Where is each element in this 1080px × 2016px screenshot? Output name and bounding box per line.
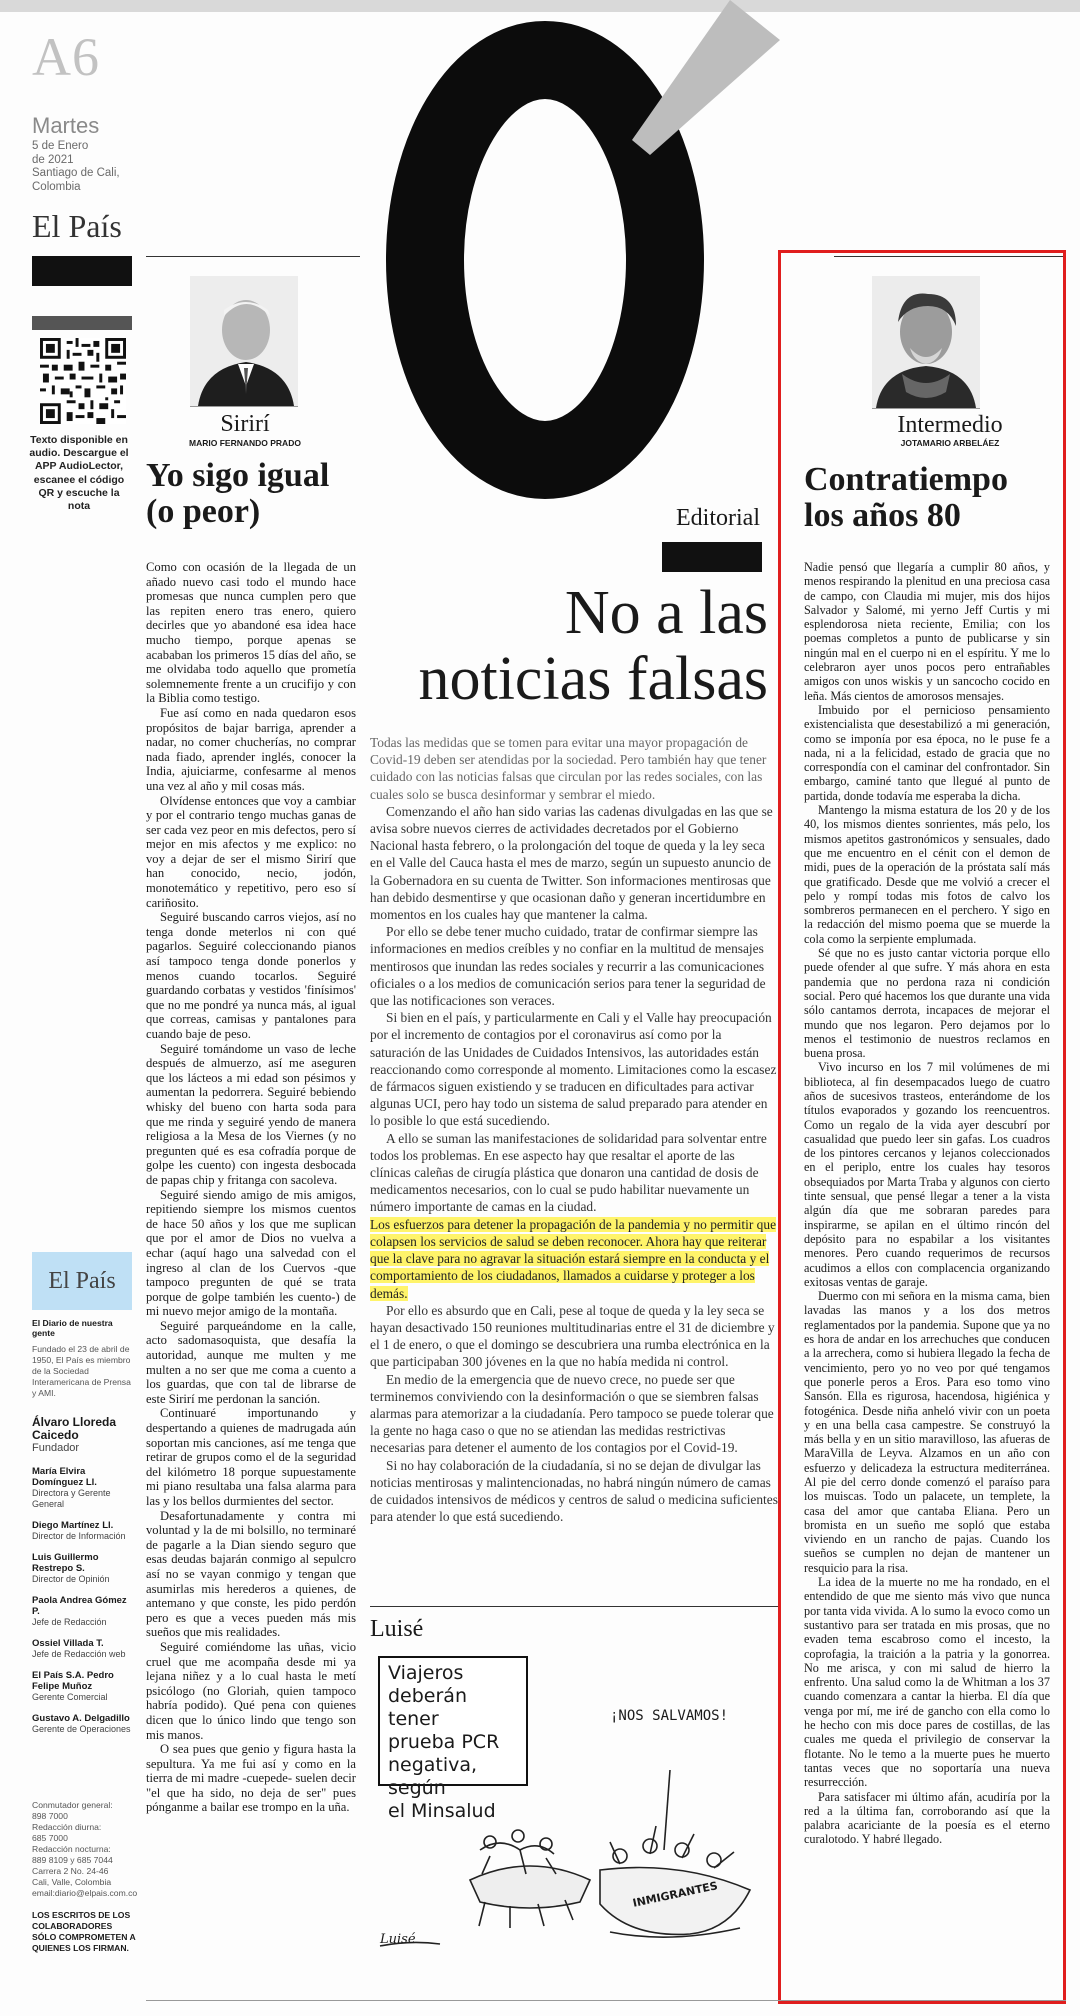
sidebar-founder: Álvaro Lloreda Caicedo Fundador [32,1415,117,1454]
author-portrait-icon [190,276,298,406]
highlighted-text: Los esfuerzos para detener la propagación de la pandemia y no permitir que colapsen los servicios de salud se deben reconocer. Ahora hay que reiterar que la clave para no agravar la situación estará siempre en la conducta y el comportamiento de los ciudadanos, llamados a cuidarse y proteger a los demás. [370,1216,777,1301]
sidebar-staff-list [32,1456,136,1735]
staff-item: María Elvira Domínguez Ll. Directora y Gerente General [32,1466,111,1509]
column-author-prado: MARIO FERNANDO PRADO [189,438,301,448]
date-block: 5 de Enero de 2021 Santiago de Cali, Colombia [32,140,120,193]
cartoon-rule [370,1606,778,1607]
cartoon-speech: ¡NOS SALVAMOS! [610,1708,729,1724]
column-section-sirir: Sirirí [220,411,270,437]
staff-item: El País S.A. Pedro Felipe Muñoz Gerente Comercial [32,1670,114,1702]
cartoon-caption: Viajeros deberán tener prueba PCR negativa, según el Minsalud [378,1656,528,1786]
audio-note: Texto disponible en audio. Descargue el APP AudioLector, escanee el código QR y escuche la nota [29,434,129,513]
sidebar-founded: Fundado el 23 de abril de 1950, El País es miembro de la Sociedad Interamericana de Prensa y AMI. [32,1344,131,1398]
staff-item: Paola Andrea Gómez P. Jefe de Redacción [32,1595,127,1627]
staff-item: Luis Guillermo Restrepo S. Director de Opinión [32,1552,110,1584]
opinion-letter-o-icon [370,0,810,520]
column-title-left: Yo sigo igual (o peor) [146,457,330,530]
sidebar-motto: El Diario de nuestra gente [32,1318,113,1338]
sidebar-contact: Conmutador general: 898 7000 Redacción diurna: 685 7000 Redacción nocturna: 889 8109 y 685 7044 Carrera 2 No. 24-46 Cali, Valle, Colombia email:diario@elpais.com.co [32,1800,138,1898]
staff-item: Diego Martínez Ll. Director de Información [32,1520,126,1541]
rule-left [146,256,360,257]
brand-logo: El País [32,208,122,244]
cartoon [370,1650,778,1960]
editorial-section-label: Editorial [676,505,760,531]
column-section-intermedio: Intermedio [897,412,1003,438]
cartoon-boat-label: INMIGRANTES [631,1879,719,1910]
column-title-right: Contratiempo los años 80 [804,461,1008,534]
cartoon-drawing-icon [370,1650,778,1960]
editorial-title: No a las noticias falsas [418,579,768,713]
staff-item: Gustavo A. Delgadillo Gerente de Operaciones [32,1713,131,1734]
sidebar-disclaimer: LOS ESCRITOS DE LOS COLABORADORES SÓLO COMPROMETEN A QUIENES LOS FIRMAN. [32,1910,136,1953]
cartoon-signature: Luisé [380,1932,416,1947]
selection-box[interactable] [778,250,1066,2004]
bottom-rule [146,2000,1066,2001]
page-number: A6 [32,27,100,87]
editorial-redacted-bar [662,542,762,572]
column-author-arbelaez: JOTAMARIO ARBELÁEZ [900,438,1000,448]
column-body-right: Nadie pensó que llegaría a cumplir 80 años, y menos respirando la plenitud en una preciosa casa de campo, con Claudia mi mujer, mis dos hijos Salvador y Salomé, mi yerno Jeff Curtis y mi esplendorosa nieta reciente, Emilia; con los poemas completos a punto de publicarse y sin ningún mal en el cuerpo ni en el espíritu. Y me lo celebraron ayer unos pocos pero entrañables amigos con unos wiskis y un sancocho cocido en leña. Más cientos de amorosos mensajes. Imbuido por el pernicioso pensamiento existencialista que desestabilizó a mi generación, como se imponía por esa época, no le puse fe a nada, ni a la felicidad, estado de gracia que no correspondía con el caminar del confrontador. Sin embargo, caminé tanto que llegué al punto de partida, donde todavía me esperaba la dicha. Mantengo la misma estatura de los 20 y de los 40, los mismos dientes sonrientes, más pelo, los mismos apetitos gastronómicos y sensuales, dado que me encuentro en el cénit con el demon de midi, pues de la operación de la próstata salí más que gratificado. Desde que me volvió a crecer el pelo y rompí todas mis fotos de calvo los sombreros permanecen en el perchero. Y sigo en la redacción del mismo poema que se muerde la cola como la serpiente emplumada. Sé que no es justo cantar victoria porque ello puede ofender al que sufre. Y más ahora en esta pandemia que no perdona raza ni condición social. Pero qué hacemos los que durante una vida sólo cantamos derrota, incapaces de mejorar el mundo que nos legaron. Pero dejamos por lo menos el testimonio de nuestros reclamos en buena prosa. Vivo incurso en los 7 mil volúmenes de mi biblioteca, al fin desempacados luego de cuatro años de sucesivos trasteos, enterándome de los títulos evaporados y gozando los reencuentros. Como un regalo de la vida ayer descubrí por casualidad que puedo leer sin gafas. Los cuadros de los pintores cercanos y lejanos coleccionados en el periplo, entre los cuales hay tesoros obsequiados por Marta Traba y algunos con cierto tinte sensual, que pensé llegar a tener a la vista algún día que me sobraran paredes para inspirarme, se apilan en el último rincón del depósito para no espabilar a los visitantes menores. Pero cuando requerimos de recursos acudimos a ellos con complacencia organizando exitosas ventas de garaje. Duermo con mi señora en la misma cama, bien lavadas las manos y a los dos metros reglamentados por la pandemia. Supone que ya no es hora de andar en los arrechuches que conducen a la arrechera, como si hubiera llegado la fecha de vencimiento, pero yo no veo por qué tengamos que ponerle peros a Eros. Para eso tomo vino Sansón. Ella es rigurosa, hacendosa, higiénica y fotogénica. Desde niña anheló vivir con un poeta y en una bella casa campestre. Se construyó la más bella y en un sitio maravilloso, las afueras de MaraVilla de Leyva. Alzamos en un año con esfuerzo y delicadeza la estructura mediterránea. Al pie del cerro donde comenzó el paraíso para los muiscas. Todo un palacete, un templete, la casa del amor que cantaba Eliana. Pero un bromista en un sueño me sopló que estaba viviendo en un rancho de pajas. Cuando los sueños se cumplen no dejan de mantener un resquicio para la risa. La idea de la muerte no me ha rondado, en el entendido de que me siento más vivo que nunca por tanta vida vivida. A lo sumo la evoco como un sustantivo para ser tratada en mis prosas, que no evaden tema escabroso como el incesto, la coprofagia, la traición a la patria y la gonorrea. No me arisca, y con mi salud de hierro la enfrento. Una salud como la de Whitman a los 37 cuando comenzara a cantar la hierba. El día que venga por mí, me iré de gancho con ella como lo he hecho con mis doce pares de costillas, de las cuales me queda el privilegio de conservar la flotante. No le temo a la muerte pues he muerto tantas veces que no soportaría una nueva resurrección. Para satisfacer mi último afán, acudiría por la red a la última fan, corroborando así que la palabra acariciante de la poesía es el eterno curalotodo. Y habré llegado. [804,560,1050,1847]
weekday: Martes [32,113,100,138]
author-photo-prado [190,276,298,407]
staff-item: Ossiel Villada T. Jefe de Redacción web [32,1638,126,1659]
qr-code-icon [40,338,126,424]
editorial-body: Todas las medidas que se tomen para evitar una mayor propagación de Covid-19 deben ser atendidas por la sociedad. Pero también hay que tener cuidado con las noticias falsas que circulan por las redes sociales, con las cuales solo se busca desinformar y sembrar el miedo. Comenzando el año han sido varias las cadenas divulgadas en las que se avisa sobre nuevos cierres de actividades decretados por el Gobierno Nacional hasta febrero, o la prolongación del toque de queda y la ley seca en el Valle del Cauca hasta el mes de marzo, según un supuesto anuncio de la Gobernadora en su cuenta de Twitter. Son informaciones mentirosas que han debido desmentirse y que ocasionan daño y generan incertidumbre en momentos en los cuales hay que mantener la calma. Por ello se debe tener mucho cuidado, tratar de confirmar siempre las informaciones en medios creíbles y no confiar en la multitud de mensajes mentirosos que inundan las redes sociales y recurrir a las comunicaciones oficiales o a los medios de comunicación serios para tener la seguridad de que las notificaciones son veraces. Si bien en el país, y particularmente en Cali y el Valle hay preocupación por el incremento de contagios por el coronavirus así como por la saturación de las Unidades de Cuidados Intensivos, las autoridades están reaccionando como corresponde al momento. Limitaciones como la escasez de fármacos siguen existiendo y se traducen en dificultades para activar algunas UCI, pero hay todo un sistema de salud preparado para atender en lo posible lo que está sucediendo. A ello se suman las manifestaciones de solidaridad para solventar entre todos los problemas. En ese aspecto hay que resaltar el aporte de las clínicas caleñas de cirugía plástica que donaron una cantidad de dosis de medicamentos necesarios, con lo cual se pudo habilitar nuevamente un número importante de camas en la ciudad. Los esfuerzos para detener la propagación de la pandemia y no permitir que colapsen los servicios de salud se deben reconocer. Ahora hay que reiterar que la clave para no agravar la situación estará siempre en la conducta y el comportamiento de los ciudadanos, llamados a cuidarse y proteger a los demás. Por ello es absurdo que en Cali, pese al toque de queda y la ley seca se hayan desactivado 150 reuniones multitudinarias entre el 31 de diciembre y el 1 de enero, o que el domingo se descubriera una rumba electrónica en la que participaban 300 jóvenes en la que no había medida ni control. En medio de la emergencia que de nuevo crece, no puede ser que terminemos conviviendo con la desinformación o que se siembren falsas alarmas para atemorizar a la ciudadanía. Pero tampoco se puede tolerar que la gente no haga caso o que no se atiendan las medidas restrictivas necesarias para detener el aumento de los contagios por el Covid-19. Si no hay colaboración de la ciudadanía, si no se dejan de divulgar las noticias mentirosas y malintencionadas, no habrá ningún número de camas de cuidados intensivos de médicos y centros de salud o medicina suficientes para atender lo que está sucediendo. [370,735,778,1525]
sidebar-logo: El País [32,1252,132,1310]
redacted-bar [32,256,132,286]
gray-bar [32,316,132,330]
opinion-big-letter [370,0,810,520]
column-body-left: Como con ocasión de la llegada de un añado nuevo casi todo el mundo hace promesas que nunca cumplen pero que las repiten enero tras enero, quiero decirles que yo abandoné esa idea hace mucho tiempo, porque apenas se acababan los primeros 15 días del año, se me olvidaba todo aquello que prometía solemnemente frente a un crucifijo y con la Biblia como testigo. Fue así como en nada quedaron esos propósitos de bajar barriga, aprender a nadar, no comer chucherías, no comprar nada fiado, aprender inglés, conocer la India, ajuiciarme, confesarme al menos una vez al año y mil cosas más. Olvídense entonces que voy a cambiar y por el contrario tengo muchas ganas de ser cada vez peor en mis defectos, pero sí mejor en mis afectos y me explico: no voy a dejar de ser el mismo Sirirí que han conocido, necio, jodón, monotemático y repetitivo, pero eso sí cariñosito. Seguiré buscando carros viejos, así no tenga donde meterlos ni con qué pagarlos. Seguiré coleccionando pianos así tampoco tenga donde ponerlos y menos cuando tocarlos. Seguiré guardando corbatas y vestidos 'finísimos' que no me pondré ya nunca más, al igual que correas, camisas y pantalones para cuando baje de peso. Seguiré tomándome un vaso de leche después de almuerzo, así me aseguren que los lácteos a mi edad son pésimos y aumentan la pedorrera. Seguiré bebiendo whisky del bueno con harta soda para que me rinda y seguiré yendo de manera religiosa a la Mesa de los Viernes (y no pregunten qué es esa cofradía porque de golpe les cuento) con ingesta desbocada de papas chip y fritanga con sacoleva. Seguiré siendo amigo de mis amigos, repitiendo siempre los mismos cuentos de hace 50 años y los que me suplican que por el amor de Dios no vuelva a echar (aquí hago una salvedad con el ingreso al clan de los Cuervos -que tampoco pregunten de qué se trata porque de golpe también les cuento-) de mi nuevo mejor amigo de la montaña. Seguiré parqueándome en la calle, acto sadomasoquista, que desafía la autoridad, aunque me multen y me multen a no ser que me coma a cuento a los guardas, que con tal de librarse de este Sirirí me perdonan la sanción. Continuaré importunando y despertando a quienes de madrugada aún soportan mis canciones, así me tenga que retirar de grupos como el de la seguridad del kilómetro 18 porque supuestamente mi piano resultaba una falsa alarma para las y los bellos durmientes del sector. Desafortunadamente y contra mi voluntad y la de mi bolsillo, no terminaré de pagarle a la Dian siendo seguro que esas deudas bajarán conmigo al sepulcro así no se vayan conmigo y tengan que asumirlas mis herederos a quienes, de antemano y que conste, les pido perdón pero es que a veces pueden más mis sueños que mis realidades. Seguiré comiéndome las uñas, vicio cruel que me acompaña desde mi ya lejana niñez y a lo cual hasta le metí psicólogo (no Gloriah, quien tampoco habría podido). Qué pena con quienes dicen que lo único lindo que tengo son mis manos. O sea pues que genio y figura hasta la sepultura. Ya me fui así y como en la tierra de mi madre -cuepede- suelen decir "el que ha sido, no deja de ser" pues pónganme a bailar ese trompo en la uña. [146,560,356,1815]
cartoon-section-label: Luisé [370,1616,424,1642]
